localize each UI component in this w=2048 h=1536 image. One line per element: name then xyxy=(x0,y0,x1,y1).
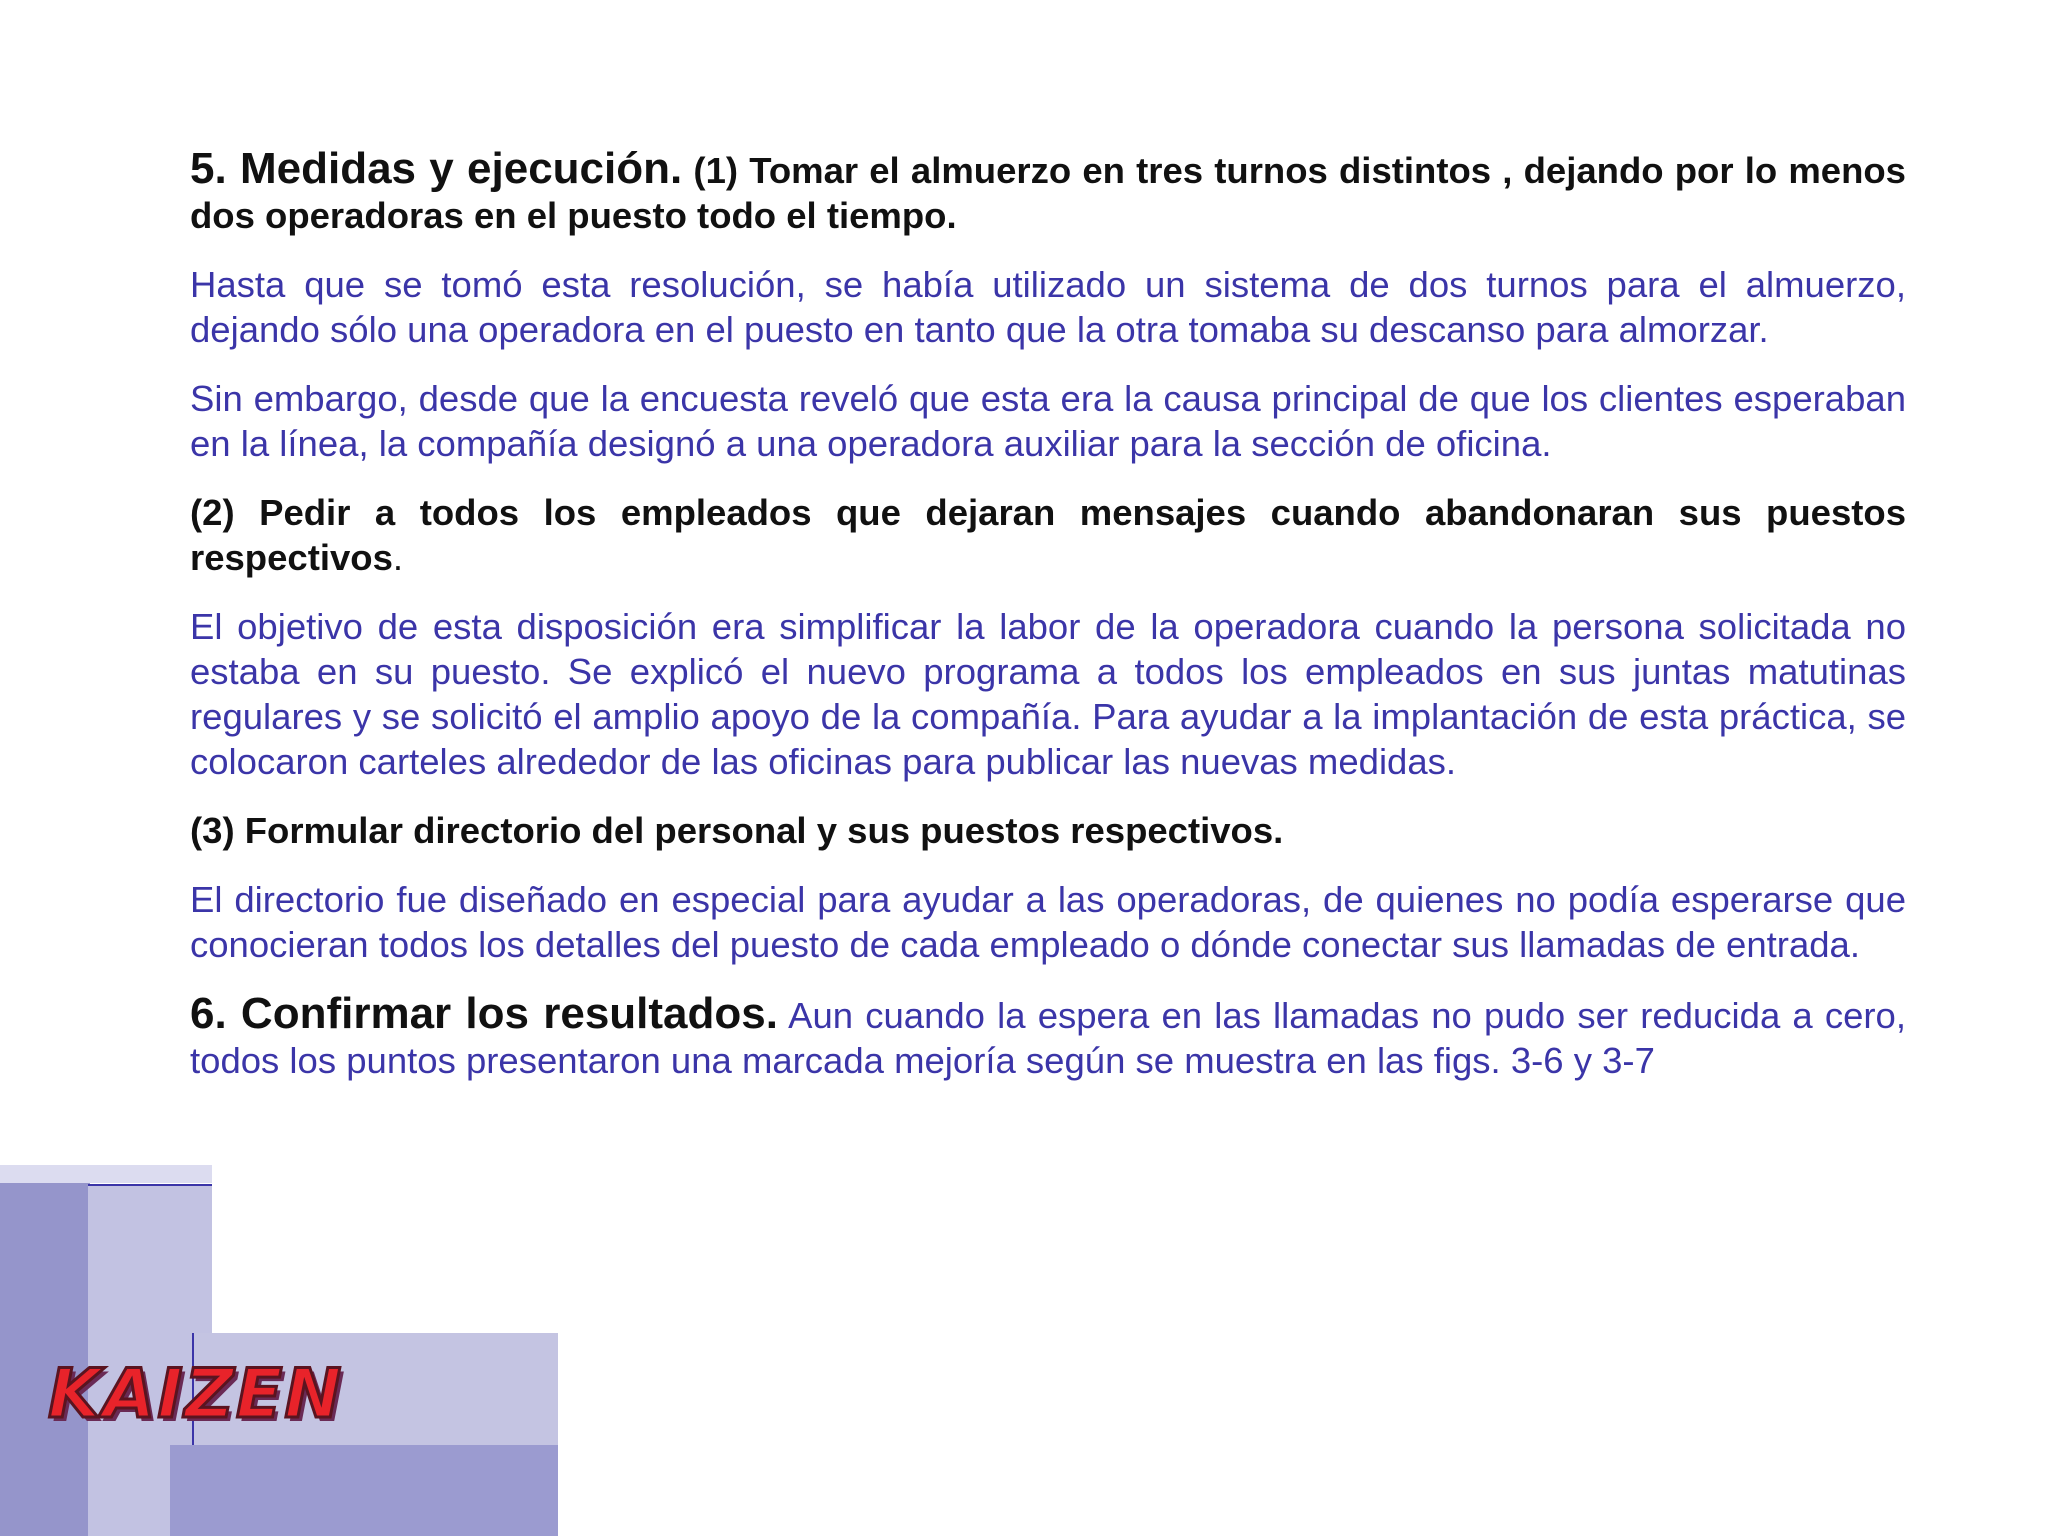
measure-1: (1) Tomar el almuerzo en tres turnos distintos , dejando por lo menos dos operadoras en el puesto todo el tiempo. xyxy=(190,150,1906,236)
decorative-block-bottom xyxy=(170,1445,558,1536)
measure-3: (3) Formular directorio del personal y sus puestos respectivos. xyxy=(190,810,1284,851)
paragraph-objective: El objetivo de esta disposición era simplificar la labor de la operadora cuando la persona solicitada no estaba en su puesto. Se explicó el nuevo programa a todos los empleados en sus juntas matutinas regulares y se solicitó el amplio apoyo de la compañía. Para ayudar a la implantación de esta práctica, se colocaron carteles alrededor de las oficinas para publicar las nuevas medidas. xyxy=(190,606,1906,782)
measure-2: (2) Pedir a todos los empleados que dejaran mensajes cuando abandonaran sus puestos respectivos xyxy=(190,492,1906,578)
section-6-heading: 6. Confirmar los resultados. xyxy=(190,989,778,1038)
paragraph-lunch-shifts: Hasta que se tomó esta resolución, se había utilizado un sistema de dos turnos para el almuerzo, dejando sólo una operadora en el puesto en tanto que la otra tomaba su descanso para almorzar. xyxy=(190,264,1906,350)
slide-content xyxy=(190,146,1906,1107)
section-5-heading: 5. Medidas y ejecución. xyxy=(190,144,683,193)
paragraph-directory: El directorio fue diseñado en especial para ayudar a las operadoras, de quienes no podía esperarse que conocieran todos los detalles del puesto de cada empleado o dónde conectar sus llamadas de entrada. xyxy=(190,879,1906,965)
decorative-line-horizontal xyxy=(88,1184,212,1186)
section-6-text: Aun cuando la espera en las llamadas no pudo ser reducida a cero, todos los puntos presentaron una marcada mejoría según se muestra en las figs. 3-6 y 3-7 xyxy=(190,995,1906,1081)
measure-2-period: . xyxy=(392,537,404,578)
section-6-paragraph xyxy=(190,991,1906,1083)
paragraph-survey: Sin embargo, desde que la encuesta reveló que esta era la causa principal de que los clientes esperaban en la línea, la compañía designó a una operadora auxiliar para la sección de oficina. xyxy=(190,378,1906,464)
decorative-block-top xyxy=(0,1165,212,1183)
decorative-block-left xyxy=(0,1165,90,1536)
measure-2-paragraph xyxy=(190,490,1906,580)
section-5-intro xyxy=(190,146,1906,238)
kaizen-logo: KAIZEN xyxy=(48,1355,344,1434)
